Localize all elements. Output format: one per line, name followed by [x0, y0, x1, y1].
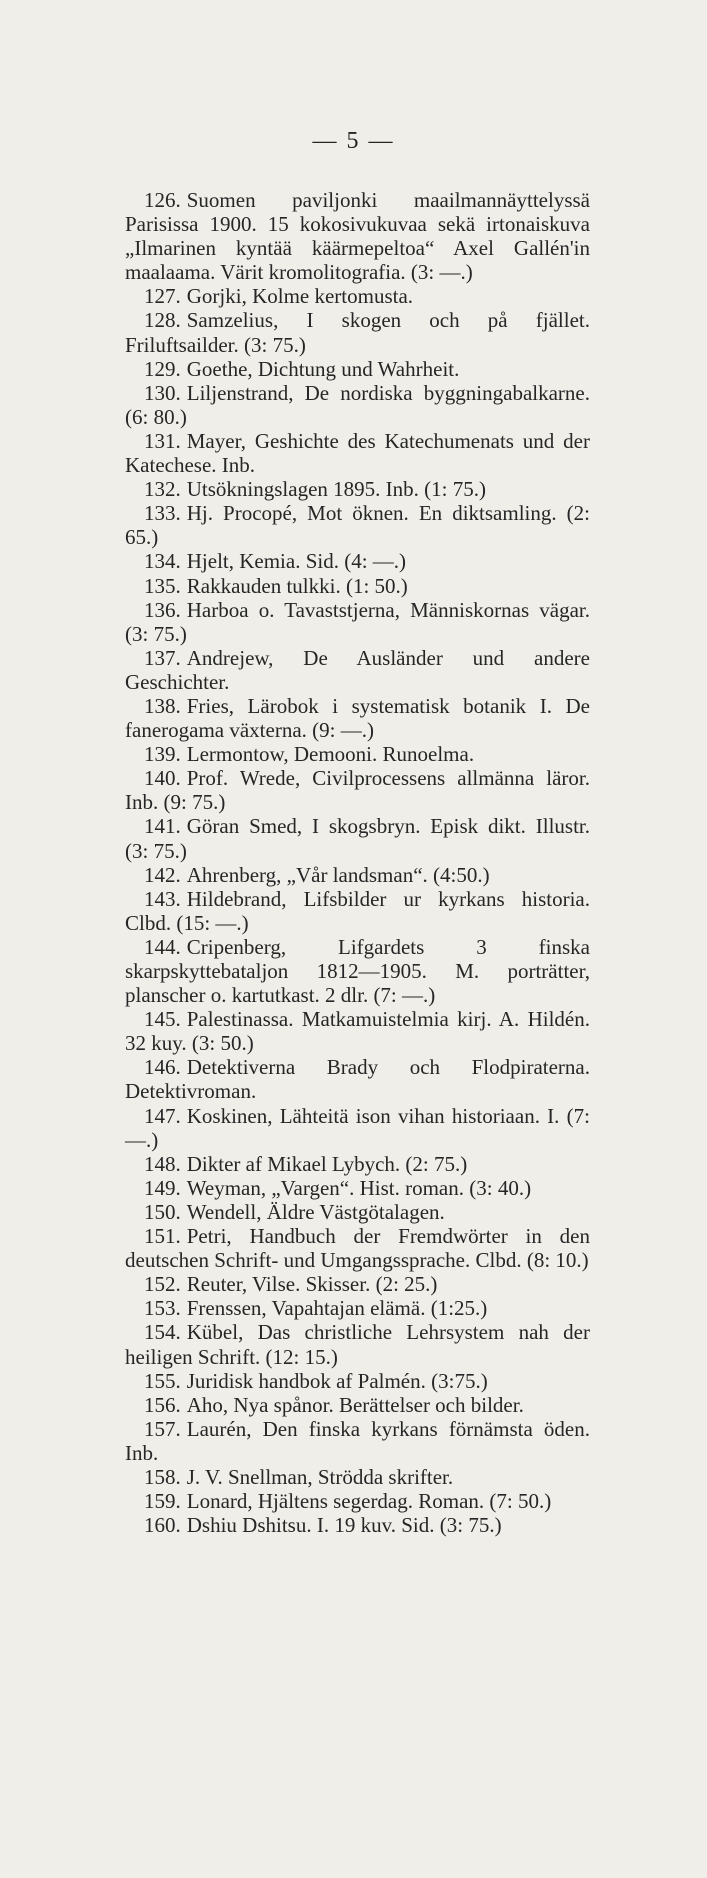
entry-text: Cripenberg, Lifgardets 3 finska skarpskyttebataljon 1812—1905. M. porträtter, planscher o. kartutkast. 2 dlr. (7: —.)	[125, 934, 590, 1008]
entry-number: 140.	[144, 766, 181, 791]
entry-text: Harboa o. Tavaststjerna, Människornas vägar. (3: 75.)	[125, 597, 590, 646]
entry-number: 136.	[144, 597, 181, 622]
entry-text: Laurén, Den finska kyrkans förnämsta öden. Inb.	[125, 1416, 590, 1465]
entry-text: Prof. Wrede, Civilprocessens allmänna läror. Inb. (9: 75.)	[125, 766, 590, 815]
entry-number: 133.	[144, 501, 181, 526]
entry-number: 157.	[144, 1416, 181, 1441]
entry-text: Fries, Lärobok i systematisk botanik I. De fanerogama växterna. (9: —.)	[125, 693, 590, 743]
entry-number: 126.	[144, 188, 181, 212]
entry-text: Aho, Nya spånor. Berättelser och bilder.	[186, 1392, 524, 1417]
entry-number: 138.	[144, 693, 181, 718]
catalogue-entry	[125, 766, 590, 814]
catalogue-entry	[125, 1465, 590, 1489]
catalogue-entry	[125, 574, 590, 598]
entry-text: Detektiverna Brady och Flodpiraterna. Detektivroman.	[125, 1055, 590, 1104]
catalogue-entry	[125, 1104, 590, 1152]
catalogue-entry	[125, 501, 590, 549]
entry-text: Palestinassa. Matkamuistelmia kirj. A. Hildén. 32 kuy. (3: 50.)	[125, 1007, 590, 1056]
entry-number: 150.	[144, 1199, 181, 1224]
entry-number: 149.	[144, 1175, 181, 1200]
entry-number: 132.	[144, 477, 181, 502]
catalogue-entry-list	[125, 188, 590, 1537]
catalogue-entry	[125, 1176, 590, 1200]
catalogue-entry	[125, 188, 590, 284]
catalogue-entry	[125, 646, 590, 694]
entry-text: Frenssen, Vapahtajan elämä. (1:25.)	[186, 1296, 488, 1321]
entry-text: Mayer, Geshichte des Katechumenats und der Katechese. Inb.	[125, 428, 590, 478]
entry-text: Hjelt, Kemia. Sid. (4: —.)	[186, 549, 407, 574]
entry-text: Suomen paviljonki maailmannäyttelyssä Parisissa 1900. 15 kokosivukuvaa sekä irtonaiskuva „Ilmarinen kyntää käärmepeltoa“ Axel Gallén'in maalaama. Värit kromolitografia. (3: —.)	[125, 188, 590, 285]
entry-text: J. V. Snellman, Strödda skrifter.	[186, 1464, 454, 1489]
catalogue-entry	[125, 429, 590, 477]
catalogue-entry	[125, 887, 590, 935]
entry-text: Lermontow, Demooni. Runoelma.	[186, 742, 475, 767]
entry-number: 152.	[144, 1272, 181, 1297]
entry-number: 144.	[144, 934, 181, 959]
catalogue-entry	[125, 1055, 590, 1103]
catalogue-entry	[125, 1320, 590, 1368]
catalogue-entry	[125, 549, 590, 573]
entry-number: 146.	[144, 1055, 181, 1080]
entry-text: Göran Smed, I skogsbryn. Episk dikt. Illustr. (3: 75.)	[125, 814, 590, 863]
entry-text: Hildebrand, Lifsbilder ur kyrkans historia. Clbd. (15: —.)	[125, 886, 590, 935]
catalogue-entry	[125, 284, 590, 308]
catalogue-entry	[125, 1513, 590, 1537]
catalogue-entry	[125, 477, 590, 501]
entry-text: Juridisk handbok af Palmén. (3:75.)	[186, 1368, 488, 1393]
entry-text: Wendell, Äldre Västgötalagen.	[186, 1199, 445, 1224]
entry-text: Dshiu Dshitsu. I. 19 kuv. Sid. (3: 75.)	[186, 1513, 502, 1538]
entry-number: 147.	[144, 1103, 181, 1128]
entry-text: Lonard, Hjältens segerdag. Roman. (7: 50.)	[186, 1489, 552, 1514]
catalogue-entry	[125, 1272, 590, 1296]
entry-number: 130.	[144, 380, 181, 405]
entry-text: Petri, Handbuch der Fremdwörter in den deutschen Schrift- und Umgangssprache. Clbd. (8: 10.)	[125, 1224, 590, 1273]
catalogue-entry	[125, 742, 590, 766]
entry-text: Samzelius, I skogen och på fjället. Friluftsailder. (3: 75.)	[125, 308, 590, 357]
catalogue-entry	[125, 935, 590, 1007]
entry-text: Ahrenberg, „Vår landsman“. (4:50.)	[186, 862, 490, 887]
catalogue-entry	[125, 357, 590, 381]
catalogue-entry	[125, 1296, 590, 1320]
entry-number: 145.	[144, 1007, 181, 1032]
page-number: — 5 —	[312, 128, 395, 154]
catalogue-entry	[125, 1200, 590, 1224]
entry-text: Koskinen, Lähteitä ison vihan historiaan. I. (7: —.)	[125, 1103, 590, 1152]
entry-text: Reuter, Vilse. Skisser. (2: 25.)	[186, 1272, 438, 1297]
entry-number: 159.	[144, 1489, 181, 1514]
catalogue-entry	[125, 1369, 590, 1393]
entry-number: 158.	[144, 1464, 181, 1489]
entry-number: 155.	[144, 1368, 181, 1393]
entry-number: 127.	[144, 284, 181, 309]
catalogue-entry	[125, 381, 590, 429]
entry-number: 156.	[144, 1392, 181, 1417]
entry-number: 129.	[144, 356, 181, 381]
entry-text: Weyman, „Vargen“. Hist. roman. (3: 40.)	[186, 1175, 532, 1200]
entry-text: Hj. Procopé, Mot öknen. En diktsamling. (2: 65.)	[125, 501, 590, 550]
catalogue-entry	[125, 308, 590, 356]
catalogue-entry	[125, 1417, 590, 1465]
entry-number: 143.	[144, 886, 181, 911]
catalogue-entry	[125, 863, 590, 887]
entry-number: 128.	[144, 308, 181, 333]
entry-number: 142.	[144, 862, 181, 887]
entry-text: Andrejew, De Ausländer und andere Geschichter.	[125, 645, 590, 694]
entry-number: 160.	[144, 1513, 181, 1538]
entry-text: Rakkauden tulkki. (1: 50.)	[186, 573, 408, 598]
entry-text: Utsökningslagen 1895. Inb. (1: 75.)	[186, 477, 486, 502]
catalogue-entry	[125, 1489, 590, 1513]
entry-text: Dikter af Mikael Lybych. (2: 75.)	[186, 1151, 468, 1176]
entry-text: Goethe, Dichtung und Wahrheit.	[186, 356, 460, 381]
entry-number: 151.	[144, 1224, 181, 1249]
catalogue-entry	[125, 814, 590, 862]
entry-number: 134.	[144, 549, 181, 574]
entry-number: 137.	[144, 645, 181, 670]
entry-number: 154.	[144, 1320, 181, 1345]
catalogue-entry	[125, 1224, 590, 1272]
entry-number: 153.	[144, 1296, 181, 1321]
entry-number: 141.	[144, 814, 181, 839]
catalogue-entry	[125, 1007, 590, 1055]
catalogue-entry	[125, 1152, 590, 1176]
entry-number: 148.	[144, 1151, 181, 1176]
catalogue-entry	[125, 1393, 590, 1417]
entry-number: 131.	[144, 428, 181, 453]
entry-text: Kübel, Das christliche Lehrsystem nah der heiligen Schrift. (12: 15.)	[125, 1320, 590, 1369]
entry-number: 135.	[144, 573, 181, 598]
entry-text: Gorjki, Kolme kertomusta.	[186, 284, 414, 309]
entry-text: Liljenstrand, De nordiska byggningabalkarne. (6: 80.)	[125, 380, 590, 429]
catalogue-entry	[125, 598, 590, 646]
catalogue-entry	[125, 694, 590, 742]
entry-number: 139.	[144, 742, 181, 767]
